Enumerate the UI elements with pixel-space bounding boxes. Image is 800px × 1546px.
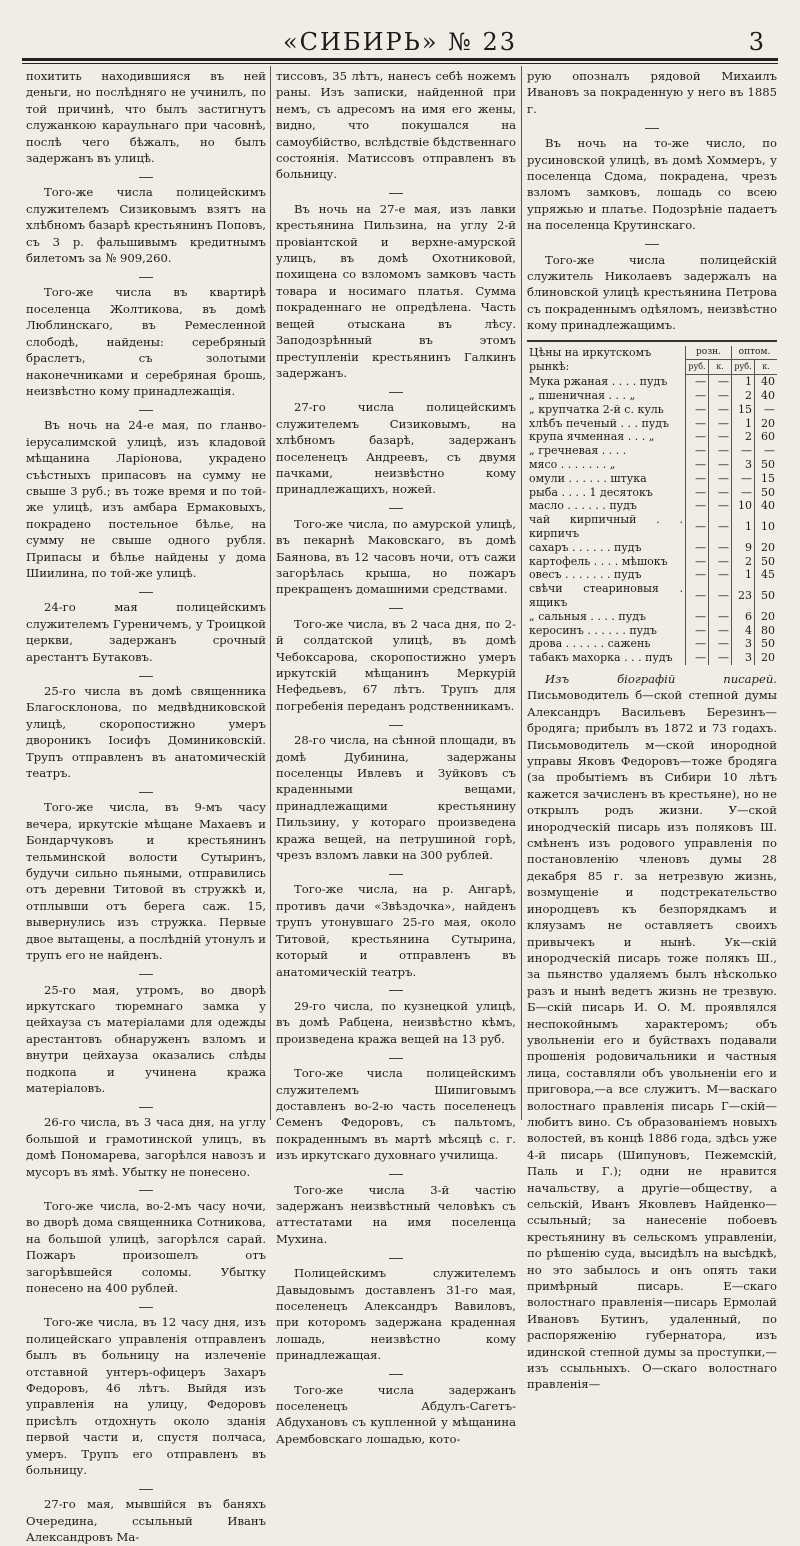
news-item: рую опозналъ рядовой Михаилъ Ивановъ за покраденную у него въ 1885 г.	[527, 69, 777, 116]
separator-dash	[26, 970, 266, 978]
news-item: похитить находившияся въ ней деньги, но послѣдняго не учинилъ, по той причинѣ, что былъ застигнутъ служанкою караульнаго при часовнѣ, послѣ чего бѣжалъ, но былъ задержанъ въ улицѣ.	[26, 69, 266, 166]
news-item: Того-же числа въ квартирѣ поселенца Жолтикова, въ домѣ Люблинскаго, въ Ремесленной слободѣ, найдены: серебряный браслетъ, съ золотыми наконечниками и серебряная брошь, неизвѣстно кому принадлежащія.	[26, 285, 266, 398]
price-item-name: свѣчи стеариновыя . ящикъ	[529, 582, 683, 610]
retail-kop: —	[709, 486, 732, 500]
page-number: 3	[748, 28, 764, 56]
price-row	[527, 499, 777, 513]
header-rule-thick	[22, 58, 778, 61]
news-item: Того-же числа полицейскій служитель Николаевъ задержалъ на блиновской улицѣ крестьянина Петрова съ покраденнымъ одѣяломъ, неизвѣстно кому принадлежащимъ.	[527, 252, 777, 333]
wholesale-rub: —	[732, 486, 755, 500]
retail-rub: —	[686, 513, 709, 541]
news-item-biographies	[527, 671, 777, 1393]
news-item: 26-го числа, въ 3 часа дня, на углу большой и грамотинской улицъ, въ домѣ Пономарева, загорѣлся навозъ и мусоръ въ ямѣ. Убытку не понесено.	[26, 1115, 266, 1179]
news-item: 24-го мая полицейскимъ служителемъ Гуреничемъ, у Троицкой церкви, задержанъ срочный арестантъ Бутаковъ.	[26, 600, 266, 664]
wholesale-kop: 20	[755, 417, 778, 431]
retail-kop: —	[709, 499, 732, 513]
column-divider	[270, 66, 271, 1120]
retail-rub: —	[686, 568, 709, 582]
retail-rub: —	[686, 555, 709, 569]
retail-rub: —	[686, 637, 709, 651]
retail-kop: —	[709, 403, 732, 417]
retail-kop: —	[709, 610, 732, 624]
price-row	[527, 403, 777, 417]
column-divider	[521, 66, 522, 1120]
price-row	[527, 637, 777, 651]
price-row	[527, 624, 777, 638]
wholesale-kop: 40	[755, 499, 778, 513]
retail-header: розн.	[686, 346, 732, 360]
market-prices-table	[527, 346, 777, 665]
separator-dash	[527, 240, 777, 248]
separator-dash	[276, 189, 516, 197]
wholesale-kop: 15	[755, 472, 778, 486]
wholesale-kop: 50	[755, 637, 778, 651]
price-item-name: хлѣбъ печеный . . . пудъ	[529, 416, 670, 430]
retail-kop: —	[709, 417, 732, 431]
price-item-name: „ пшеничная . . . „	[529, 389, 636, 403]
wholesale-kop: —	[755, 403, 778, 417]
retail-rub: —	[686, 389, 709, 403]
price-row	[527, 430, 777, 444]
separator-dash	[276, 869, 516, 877]
news-item: 29-го числа, по кузнецкой улицѣ, въ домѣ Рабцена, неизвѣстно кѣмъ, произведена кража вещей на 13 руб.	[276, 998, 516, 1046]
wholesale-rub: 2	[732, 389, 755, 403]
separator-dash	[26, 172, 266, 180]
retail-rub: —	[686, 458, 709, 472]
retail-rub: —	[686, 610, 709, 624]
rub-header: руб.	[686, 360, 709, 375]
retail-rub: —	[686, 582, 709, 610]
header-rule-thin	[22, 63, 778, 64]
news-item: Того-же числа, въ 12 часу дня, изъ полицейскаго управленія отправленъ былъ въ больницу на излеченіе отставной унтеръ-офицеръ Захаръ Федоровъ, 46 лѣтъ. Выйдя изъ управленія на улицу, Федоровъ присѣлъ отдохнуть около зданія первой части и, спустя полчаса, умеръ. Трупъ его отправленъ въ больницу.	[26, 1315, 266, 1478]
separator-dash	[276, 387, 516, 395]
news-item: Въ ночь на то-же число, по русиновской улицѣ, въ домѣ Хоммеръ, у поселенца Сдома, покрадена, чрезъ взломъ замковъ, лошадь со всею упряжью и платье. Подозрѣніе падаетъ на поселенца Крутинскаго.	[527, 136, 777, 233]
price-item-name: „ сальныя . . . . пудъ	[529, 609, 646, 623]
retail-kop: —	[709, 651, 732, 665]
separator-dash	[276, 986, 516, 994]
price-item-name: картофель . . . . мѣшокъ	[529, 554, 668, 568]
news-item: 28-го числа, на сѣнной площади, въ домѣ Дубинина, задержаны поселенцы Ивлевъ и Зуйковъ съ краденными вещами, принадлежащими крестьянину Пильзину, у котораго произведена кража вещей, на петрушиной горѣ, чрезъ взломъ лавки на 300 рублей.	[276, 733, 516, 863]
retail-kop: —	[709, 375, 732, 389]
separator-dash	[26, 587, 266, 595]
wholesale-kop: 45	[755, 568, 778, 582]
price-item-name: мясо . . . . . . . „	[529, 458, 616, 472]
wholesale-kop: 40	[755, 375, 778, 389]
retail-kop: —	[709, 541, 732, 555]
price-item-name: масло . . . . . . пудъ	[529, 499, 637, 513]
price-item-name: „ крупчатка 2-й с. куль	[529, 402, 664, 416]
price-row	[527, 444, 777, 458]
news-item: Того-же числа 3-й частію задержанъ неизвѣстный человѣкъ съ аттестатами на имя поселенца Мухина.	[276, 1182, 516, 1246]
retail-kop: —	[709, 430, 732, 444]
price-item-name: чай кирпичный . . кирпичъ	[529, 513, 683, 541]
separator-dash	[26, 671, 266, 679]
wholesale-rub: 15	[732, 403, 755, 417]
price-item-name: овесъ . . . . . . . пудъ	[529, 568, 642, 582]
wholesale-rub: —	[732, 472, 755, 486]
news-item: Того-же числа полицейскимъ служителемъ Сизиковымъ взятъ на хлѣбномъ базарѣ крестьянинъ Поповъ, съ 3 р. фальшивымъ кредитнымъ билетомъ за № 909,260.	[26, 185, 266, 266]
separator-dash	[26, 1484, 266, 1492]
separator-dash	[276, 604, 516, 612]
news-item: Того-же числа, на р. Ангарѣ, противъ дачи «Звѣздочка», найденъ трупъ утонувшаго 25-го мая, около Титовой, крестьянина Сутырина, который и отправленъ въ анатомическій театръ.	[276, 882, 516, 979]
price-item-name: керосинъ . . . . . . пудъ	[529, 623, 657, 637]
wholesale-rub: 4	[732, 624, 755, 638]
retail-kop: —	[709, 389, 732, 403]
wholesale-kop: 50	[755, 458, 778, 472]
price-item-name: Мука ржаная . . . . пудъ	[529, 375, 668, 389]
price-row	[527, 375, 777, 389]
separator-dash	[276, 504, 516, 512]
kop-header: к.	[709, 360, 732, 375]
column-3	[527, 68, 777, 1392]
retail-kop: —	[709, 555, 732, 569]
price-row	[527, 486, 777, 500]
retail-rub: —	[686, 472, 709, 486]
retail-rub: —	[686, 486, 709, 500]
wholesale-rub: 3	[732, 637, 755, 651]
price-item-name: омули . . . . . . штука	[529, 471, 647, 485]
price-item-name: дрова . . . . . . сажень	[529, 637, 651, 651]
retail-rub: —	[686, 417, 709, 431]
retail-kop: —	[709, 458, 732, 472]
news-item: Того-же числа, въ 2 часа дня, по 2-й солдатской улицѣ, въ домѣ Чебоксарова, скоропостижно умеръ иркутскій мѣщанинъ Меркурій Нефедьевъ, 67 лѣтъ. Трупъ для погребенія переданъ родственникамъ.	[276, 616, 516, 713]
section-text: Письмоводитель б—ской степной думы Александръ Васильевъ Березинъ—бродяга; прибылъ въ 1872 и 73 годахъ. Письмоводитель м—ской инородной управы Яковъ Федоровъ—тоже бродяга (за пробытіемъ въ Сибири 10 лѣтъ кажется зачисленъ въ крестьяне), но не открылъ родъ жизни. У—ской инородческій писарь изъ поляковъ Ш. смѣненъ изъ родового управленія по постановленію членовъ думы 28 декабря 85 г. за нетрезвую жизнь, возмущеніе и подстрекательство инородцевъ къ безпорядкамъ и кляузамъ не оставляетъ своихъ привычекъ и нынѣ. Ук—скій инородческій писарь тоже полякъ Ш., за пьянство удаляемъ былъ нѣсколько разъ и нынѣ ведетъ жизнь не трезвую. Б—скій писарь И. О. М. проявлялся неспокойнымъ характеромъ; объ увольненіи его и буйствахъ подавали прошенія родовичальники и частныя лица, составляли объ увольненіи его и приговора,—а все служитъ. М—васкаго волостнаго правленія писарь Г—скій—любитъ вино. Съ образованіемъ новыхъ волостей, въ концѣ 1886 года, здѣсь уже 4-й писарь (Шипуновъ, Пежемскій, Паль и Г.); одни не нравится начальству, а другіе—обществу, а сельскій, Иванъ Яковлевъ Найденко—ссыльный; за нанесеніе побоевъ крестьянину въ сельскомъ управленіи, по рѣшенію суда, высидѣлъ на высѣдкѣ, но это забылось и онъ опять таки примѣрный писарь. Е—скаго волостнаго правленія—писарь Ермолай Ивановъ Бутинъ, удаленный, по распоряженію губернатора, изъ идинской степной думы за проступки,—изъ ссыльныхъ. О—скаго волостнаго правленія—	[527, 688, 777, 1392]
retail-rub: —	[686, 403, 709, 417]
wholesale-kop: 20	[755, 610, 778, 624]
news-item: Того-же числа, по амурской улицѣ, въ пекарнѣ Маковскаго, въ домѣ Баянова, въ 12 часовъ ночи, отъ сажи загорѣлась крыша, но пожаръ прекращенъ домашними средствами.	[276, 516, 516, 597]
separator-dash	[276, 1053, 516, 1061]
wholesale-kop: 20	[755, 651, 778, 665]
wholesale-kop: 50	[755, 486, 778, 500]
wholesale-kop: 50	[755, 555, 778, 569]
news-item: Полицейскимъ служителемъ Давыдовымъ доставленъ 31-го мая, поселенецъ Александръ Вавиловъ, при которомъ задержана краденная лошадь, неизвѣстно кому принадлежащая.	[276, 1266, 516, 1363]
wholesale-rub: 6	[732, 610, 755, 624]
retail-kop: —	[709, 568, 732, 582]
wholesale-rub: 1	[732, 568, 755, 582]
newspaper-title: «СИБИРЬ» № 23	[282, 28, 518, 56]
kop-header: к.	[755, 360, 778, 375]
news-item: 25-го мая, утромъ, во дворѣ иркутскаго тюремнаго замка у цейхауза съ матеріалами для одежды арестантовъ обнаруженъ взломъ и внутри цейхауза оказались слѣды подкопа и учинена кража матеріаловъ.	[26, 982, 266, 1095]
separator-dash	[276, 1253, 516, 1261]
retail-kop: —	[709, 444, 732, 458]
wholesale-rub: 10	[732, 499, 755, 513]
column-2	[276, 68, 516, 1446]
wholesale-kop: 60	[755, 430, 778, 444]
news-item: Того-же числа, въ 9-мъ часу вечера, иркутскіе мѣщане Махаевъ и Бондарчуковъ и крестьянинъ тельминской волости Сутыринъ, будучи сильно пьяными, отправились отъ деревни Титовой въ стружкѣ и, отплывши отъ берега саж. 15, вывернулись изъ стружка. Первые двое вытащены, а послѣдній утонулъ и трупъ его не найденъ.	[26, 800, 266, 963]
wholesale-kop: 10	[755, 513, 778, 541]
retail-rub: —	[686, 624, 709, 638]
wholesale-rub: 9	[732, 541, 755, 555]
wholesale-rub: 1	[732, 375, 755, 389]
price-row	[527, 389, 777, 403]
wholesale-kop: 50	[755, 582, 778, 610]
wholesale-rub: —	[732, 444, 755, 458]
price-row	[527, 555, 777, 569]
separator-dash	[26, 1102, 266, 1110]
price-row	[527, 458, 777, 472]
news-item: 25-го числа въ домѣ священника Благосклонова, по медвѣдниковской улицѣ, скоропостижно умеръ двороникъ Іосифъ Доминиковскій. Трупъ отправленъ въ анатомическій театръ.	[26, 684, 266, 781]
retail-rub: —	[686, 651, 709, 665]
separator-dash	[26, 272, 266, 280]
news-item: Того-же числа, во-2-мъ часу ночи, во дворѣ дома священника Сотникова, на большой улицѣ, загорѣлся сарай. Пожаръ произошелъ отъ загорѣвшейся соломы. Убытку понесено на 400 рублей.	[26, 1198, 266, 1295]
price-row	[527, 541, 777, 555]
retail-kop: —	[709, 582, 732, 610]
wholesale-rub: 3	[732, 458, 755, 472]
price-row	[527, 582, 777, 610]
prices-title: Цѣны на иркутскомъ рынкѣ:	[529, 346, 652, 374]
price-row	[527, 513, 777, 541]
wholesale-header: оптом.	[732, 346, 778, 360]
separator-dash	[26, 1302, 266, 1310]
price-item-name: рыба . . . . 1 десятокъ	[529, 485, 653, 499]
price-item-name: крупа ячменная . . . „	[529, 430, 655, 444]
separator-dash	[26, 405, 266, 413]
wholesale-kop: 40	[755, 389, 778, 403]
column-1	[26, 68, 266, 1545]
wholesale-kop: 80	[755, 624, 778, 638]
retail-kop: —	[709, 624, 732, 638]
retail-rub: —	[686, 430, 709, 444]
price-row	[527, 610, 777, 624]
retail-kop: —	[709, 637, 732, 651]
wholesale-rub: 2	[732, 555, 755, 569]
separator-dash	[527, 123, 777, 131]
price-item-name: „ гречневая . . . .	[529, 444, 627, 458]
section-rule	[527, 340, 777, 342]
price-item-name: сахаръ . . . . . . пудъ	[529, 540, 642, 554]
news-item: Того-же числа задержанъ поселенецъ Абдулъ-Сагетъ-Абдухановъ съ купленной у мѣщанина Арембовскаго лошадью, кото-	[276, 1382, 516, 1446]
separator-dash	[26, 1186, 266, 1194]
wholesale-kop: —	[755, 444, 778, 458]
news-item: Въ ночь на 24-е мая, по гланво-іерусалимской улицѣ, изъ кладовой мѣщанина Ларіонова, украдено съѣстныхъ припасовъ на сумму не свыше 3 руб.; въ тоже время и по той-же улицѣ, изъ амбара Ермаковыхъ, покрадено постельное бѣлье, на сумму не свыше одного рубля. Припасы и бѣлье найдены у дома Шиилина, по той-же улицѣ.	[26, 418, 266, 580]
retail-kop: —	[709, 513, 732, 541]
price-row	[527, 651, 777, 665]
news-item: 27-го числа полицейскимъ служителемъ Сизиковымъ, на хлѣбномъ базарѣ, задержанъ поселенецъ Андреевъ, съ двумя пачками, неизвѣстно кому принадлежащихъ, ножей.	[276, 400, 516, 497]
price-item-name: табакъ махорка . . . пудъ	[529, 651, 673, 665]
separator-dash	[26, 787, 266, 795]
wholesale-rub: 3	[732, 651, 755, 665]
separator-dash	[276, 1170, 516, 1178]
retail-kop: —	[709, 472, 732, 486]
price-row	[527, 568, 777, 582]
wholesale-kop: 20	[755, 541, 778, 555]
retail-rub: —	[686, 499, 709, 513]
section-lead: Изъ біографій писарей.	[545, 672, 777, 687]
rub-header: руб.	[732, 360, 755, 375]
price-row	[527, 417, 777, 431]
separator-dash	[276, 1370, 516, 1378]
wholesale-rub: 23	[732, 582, 755, 610]
page-header	[22, 26, 778, 56]
separator-dash	[276, 720, 516, 728]
retail-rub: —	[686, 541, 709, 555]
price-row	[527, 472, 777, 486]
retail-rub: —	[686, 375, 709, 389]
news-item: 27-го мая, мывшійся въ баняхъ Очередина, ссыльный Иванъ Александровъ Ма-	[26, 1497, 266, 1545]
news-item: Того-же числа полицейскимъ служителемъ Шипиговымъ доставленъ во-2-ю часть поселенецъ Семенъ Федоровъ, съ пальтомъ, покраденнымъ въ мартѣ мѣсяцѣ с. г. изъ иркутскаго духовнаго училища.	[276, 1066, 516, 1163]
wholesale-rub: 2	[732, 430, 755, 444]
wholesale-rub: 1	[732, 417, 755, 431]
wholesale-rub: 1	[732, 513, 755, 541]
news-item: тиссовъ, 35 лѣтъ, нанесъ себѣ ножемъ раны. Изъ записки, найденной при немъ, съ адресомъ на имя его жены, видно, что покушался на самоубійство, вслѣдствіе бѣдственнаго состоянія. Матиссовъ отправленъ въ больницу.	[276, 69, 516, 182]
retail-rub: —	[686, 444, 709, 458]
news-item: Въ ночь на 27-е мая, изъ лавки крестьянина Пильзина, на углу 2-й провіантской и верхне-амурской улицъ, въ домѣ Охотниковой, похищена со взломомъ замковъ часть товара и носимаго платья. Сумма покраденнаго не опредѣлена. Часть вещей отыскана въ лѣсу. Заподозрѣнный въ этомъ преступленіи крестьянинъ Галкинъ задержанъ.	[276, 201, 516, 380]
